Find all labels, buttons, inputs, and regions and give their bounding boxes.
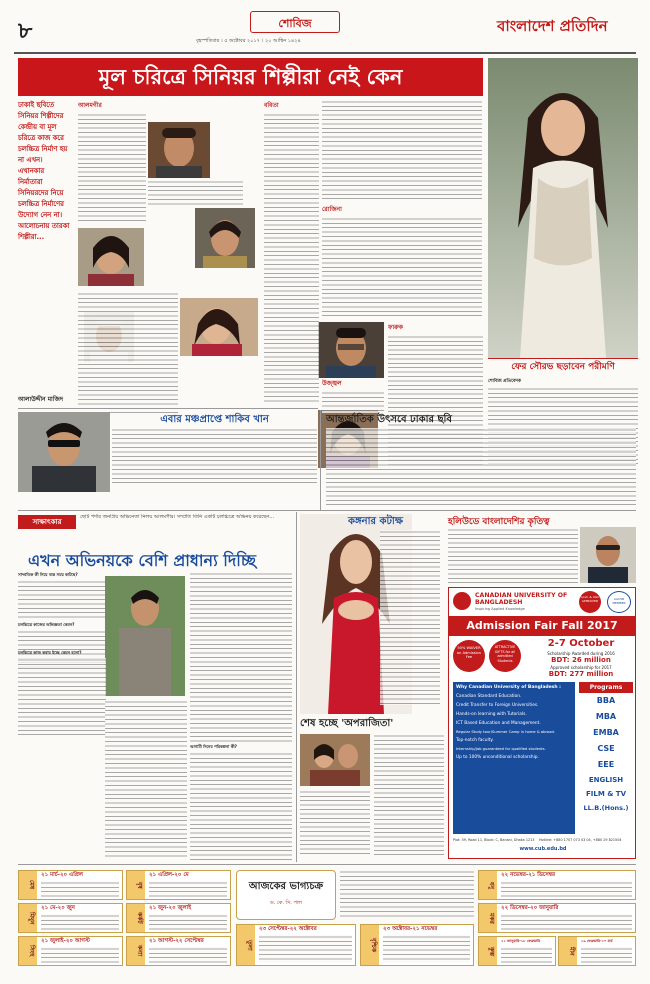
ad-program-1: BBA — [596, 696, 616, 705]
ad-waiver-text: 50% WAIVER on Admission Fee — [456, 646, 481, 659]
interview-q2: চলচ্চিত্রে কাজের অভিজ্ঞতা কেমন? — [18, 622, 75, 627]
ad-why-box — [453, 682, 575, 834]
section-rule-2 — [18, 510, 636, 511]
interview-qa-2 — [18, 650, 106, 845]
zodiac-aquarius-name: কুম্ভ — [479, 937, 497, 965]
zodiac-aries — [18, 870, 123, 900]
ad-program-5: EEE — [597, 760, 615, 769]
zodiac-sagittarius-text — [501, 881, 632, 897]
interview-tag-box — [18, 515, 76, 529]
ad-waiver — [453, 640, 485, 672]
ad-scholarship-amount: BDT: 26 million — [551, 656, 611, 664]
lead-col-7-heading: উজ্জ্বল — [322, 380, 342, 387]
ad-programs — [579, 682, 633, 834]
zodiac-sagittarius — [478, 870, 636, 900]
lead-intro-box — [18, 100, 70, 405]
zodiac-aquarius-text — [501, 947, 552, 963]
zodiac-capricorn-name: মকর — [479, 904, 497, 932]
interview-q1: সাম্প্রতিক কী নিয়ে ব্যস্ত সময় কাটছে? — [18, 572, 78, 577]
ad-canadian-university — [448, 587, 636, 859]
ad-program-3: EMBA — [593, 728, 619, 737]
ad-scholarship-title: Scholarship Awarded during 2016 — [547, 651, 615, 656]
lead-col-3-text — [148, 180, 243, 205]
lead-col-7 — [322, 378, 384, 408]
interview-q4: আগামী দিনের পরিকল্পনা কী? — [190, 744, 237, 749]
zodiac-aries-name: মেষ — [19, 871, 37, 899]
interview-a4 — [190, 752, 292, 860]
zodiac-pisces-text — [581, 947, 632, 963]
zodiac-capricorn — [478, 903, 636, 933]
portrait-bobita — [195, 208, 255, 268]
lead-col-6-heading: ফারুক — [388, 324, 403, 331]
lead-col-1 — [78, 100, 146, 220]
photo-niloy — [105, 576, 185, 696]
interview-a3 — [18, 658, 106, 738]
ad-point-7: Internship/Job guaranteed for qualified students. — [456, 747, 546, 751]
zodiac-libra — [236, 924, 356, 966]
photo-shakib — [18, 412, 110, 492]
interview-a1 — [18, 580, 106, 620]
zodiac-sagittarius-date: ২২ নভেম্বর-২১ ডিসেম্বর — [501, 872, 555, 878]
ad-why-title: Why Canadian University of Bangladesh : — [456, 685, 561, 690]
poreemoni-caption: ফের সৌরভ ছড়াবেন পরীমণি — [511, 362, 615, 372]
lead-headline: মূল চরিত্রে সিনিয়র শিল্পীরা নেই কেন — [98, 65, 403, 89]
zodiac-scorpio-date: ২৩ অক্টোবর-২১ নভেম্বর — [383, 926, 438, 932]
interview-intro: ছোট পর্দার জনপ্রিয় অভিনেতা নিলয় আলমগীর। সম্প্রতি তিনি একটি চলচ্চিত্রে অভিনয় করেছেন... — [80, 514, 275, 520]
ad-point-3: Hands-on learning with Tutorials. — [456, 712, 527, 717]
paper-logo: বাংলাদেশ প্রতিদিন — [497, 17, 608, 35]
photo-hollywood — [580, 527, 636, 583]
zodiac-taurus-name: বৃষ — [127, 871, 145, 899]
lead-headline-bar — [18, 58, 483, 96]
interview-headline: এখন অভিনয়কে বেশি প্রাধান্য দিচ্ছি — [28, 551, 256, 570]
zodiac-gemini-text — [41, 914, 119, 930]
photo-poreemoni — [488, 58, 638, 358]
ad-headline: Admission Fair Fall 2017 — [466, 619, 618, 632]
shakib-headline: এবার মঞ্চপ্রাপ্তে শাকিব খান — [160, 414, 269, 425]
zodiac-virgo — [126, 936, 231, 966]
ad-dates: 2-7 October — [547, 638, 615, 649]
ad-subtitle: Inspiring Applied Knowledge — [475, 607, 525, 611]
zodiac-virgo-text — [149, 947, 227, 963]
oporajita-text-b — [300, 790, 370, 856]
portrait-rozina — [180, 298, 258, 356]
zodiac-capricorn-date: ২২ ডিসেম্বর-২০ জানুয়ারি — [501, 905, 559, 911]
ad-address: Plot: 59, Road 11, Block: C, Banani, Dhaka 1213 — [453, 838, 535, 842]
shakib-text — [112, 428, 317, 486]
col-rule-1 — [320, 410, 321, 510]
interview-col-3-text — [190, 572, 292, 742]
horoscope-title-box — [236, 870, 336, 920]
zodiac-scorpio-name: বৃশ্চিক — [361, 925, 379, 965]
page-header — [0, 0, 650, 55]
dateline: বৃহস্পতিবার । ৫ অক্টোবর ২০১৭ । ২০ আশ্বিন ১৪২৪ — [196, 38, 301, 44]
ad-program-2: MBA — [595, 712, 617, 721]
zodiac-scorpio — [360, 924, 474, 966]
ad-gifts-text: ATTRACTIVE GIFTS for all admitted Students — [494, 645, 516, 663]
zodiac-taurus-date: ২১ এপ্রিল-২০ মে — [149, 872, 189, 878]
kangana-headline: কঙ্গনার কটাক্ষ — [348, 516, 403, 527]
lead-col-5-heading: রোজিনা — [322, 206, 342, 213]
zodiac-taurus — [126, 870, 231, 900]
interview-col-2-text — [105, 700, 187, 860]
section-rule-1 — [18, 408, 318, 409]
ad-badge-1-text: Govt. & UGC APPROVED — [580, 595, 600, 603]
interview-tag: সাক্ষাৎকার — [32, 518, 62, 526]
section-banner — [250, 11, 340, 33]
lead-byline: আলাউদ্দীন মাজিদ — [18, 396, 64, 403]
hollywood-headline: হলিউডে বাংলাদেশির কৃতিত্ব — [448, 517, 550, 527]
zodiac-gemini-name: মিথুন — [19, 904, 37, 932]
zodiac-taurus-text — [149, 881, 227, 897]
zodiac-cancer-date: ২১ জুন-২০ জুলাই — [149, 905, 192, 911]
ad-point-8: Up to 100% unconditional scholarship. — [456, 755, 539, 760]
zodiac-pisces-date: ১৯ ফেব্রুয়ারি-২০ মার্চ — [581, 939, 613, 943]
zodiac-gemini — [18, 903, 123, 933]
zodiac-cancer-text — [149, 914, 227, 930]
zodiac-virgo-date: ২১ আগস্ট-২২ সেপ্টেম্বর — [149, 938, 204, 944]
lead-col-5 — [322, 100, 482, 315]
interview-q3: চলচ্চিত্রে কাজ করার ইচ্ছে কেমন হলো? — [18, 650, 82, 655]
ad-point-5: Regular Study tour/Summer Camp in home & abroad. — [456, 730, 555, 734]
zodiac-cancer-name: কর্কট — [127, 904, 145, 932]
ad-program-8: LL.B.(Hons.) — [583, 804, 629, 812]
poreemoni-byline: শোবিজ প্রতিবেদক — [488, 379, 522, 384]
ad-badge-1 — [579, 591, 601, 613]
ad-website[interactable]: www.cub.edu.bd — [519, 846, 567, 852]
ad-point-1: Canadian Standard Education. — [456, 694, 522, 699]
zodiac-leo-date: ২১ জুলাই-২০ আগস্ট — [41, 938, 90, 944]
lead-col-2 — [78, 292, 178, 414]
portrait-ujjal — [318, 322, 384, 378]
ad-point-4: ICT Based Education and Management. — [456, 721, 541, 726]
ad-logo — [453, 592, 471, 610]
zodiac-leo-name: সিংহ — [19, 937, 37, 965]
interview-col-2 — [105, 700, 187, 860]
ad-gifts — [489, 640, 521, 672]
zodiac-capricorn-text — [501, 914, 632, 930]
hollywood-text — [448, 528, 578, 583]
ad-program-6: ENGLISH — [588, 776, 624, 784]
ad-university-name: CANADIAN UNIVERSITY OF BANGLADESH — [475, 592, 568, 606]
lead-col-7-text — [322, 391, 384, 413]
lead-col-4-heading: ববিতা — [264, 102, 279, 109]
lead-col-2-text — [78, 292, 178, 414]
zodiac-aries-text — [41, 881, 119, 897]
oporajita-text — [374, 734, 444, 856]
lead-col-1-text — [78, 113, 146, 223]
lead-col-5-text-b — [322, 217, 482, 317]
lead-col-5-text — [322, 100, 482, 200]
ad-program-4: CSE — [597, 744, 615, 753]
festival-text — [326, 428, 636, 508]
ad-approved-amount: BDT: 277 million — [548, 670, 614, 678]
kangana-text — [380, 530, 440, 705]
lead-col-3 — [148, 180, 243, 205]
lead-col-4 — [264, 100, 319, 400]
zodiac-libra-date: ২৩ সেপ্টেম্বর-২২ অক্টোবর — [259, 926, 317, 932]
horoscope-intro — [340, 870, 474, 918]
ad-badge-2 — [607, 591, 631, 613]
poreemoni-caption-box — [488, 358, 638, 376]
section-title: শোবিজ — [278, 17, 312, 30]
lead-col-1-heading: আলমগীর — [78, 102, 102, 109]
zodiac-pisces-name: মীন — [559, 937, 577, 965]
ad-point-2: Credit Transfer to Foreign Universities. — [456, 703, 539, 708]
oporajita-headline: শেষ হচ্ছে 'অপরাজিতা' — [300, 718, 394, 729]
zodiac-virgo-name: কন্যা — [127, 937, 145, 965]
zodiac-aries-date: ২১ মার্চ-২০ এপ্রিল — [41, 872, 83, 878]
page-number: ৮ — [18, 19, 33, 44]
header-rule — [14, 52, 636, 54]
horoscope-title: আজকের ভাগ্যচক্র — [248, 881, 324, 892]
interview-col-3 — [190, 572, 292, 862]
zodiac-leo-text — [41, 947, 119, 963]
zodiac-libra-name: তুলা — [237, 925, 255, 965]
zodiac-libra-text — [259, 935, 352, 963]
zodiac-aquarius-date: ২১ জানুয়ারি-১৮ ফেব্রুয়ারি — [501, 939, 541, 943]
zodiac-aquarius — [478, 936, 556, 966]
section-rule-3 — [18, 864, 636, 865]
ad-programs-title: Programs — [579, 682, 633, 693]
lead-col-4-text — [264, 113, 319, 405]
zodiac-sagittarius-name: ধনু — [479, 871, 497, 899]
ad-badge-2-text: AACSB MEMBER — [612, 597, 626, 605]
col-rule-2 — [296, 512, 297, 862]
lead-intro: ঢাকাই ছবিতে সিনিয়র শিল্পীদের কেন্দ্রীয় বা মূল চরিত্রে কাজ করে চলচ্চিত্র নির্মাণ হয় না এখন। এখানকার নির্মাতারা সিনিয়রদের নিয়ে চলচ্চিত্র নির্মাণের উদ্যোগ নেন না। আলোচনায় তারকা শিল্পীরা... — [18, 101, 70, 241]
festival-headline: আন্তর্জাতিক উৎসবে ঢাকার ছবি — [326, 414, 452, 425]
photo-oporajita — [300, 734, 370, 786]
portrait-alamgir — [148, 122, 210, 178]
horoscope-author: ড. কে. সি. পাল — [269, 900, 303, 906]
ad-headline-bar — [449, 616, 635, 636]
ad-hotline: Hotline: +880 1707 073 03 04, +880 29 821504 — [539, 838, 622, 842]
ad-program-7: FILM & TV — [586, 790, 626, 798]
zodiac-pisces — [558, 936, 636, 966]
zodiac-cancer — [126, 903, 231, 933]
zodiac-scorpio-text — [383, 935, 470, 963]
ad-point-6: Top-notch faculty. — [456, 738, 494, 743]
zodiac-gemini-date: ২১ মে-২০ জুন — [41, 905, 75, 911]
zodiac-leo — [18, 936, 123, 966]
portrait-suchorita — [78, 228, 144, 286]
ad-approved-title: Approved scholarship for 2017 — [550, 665, 612, 670]
